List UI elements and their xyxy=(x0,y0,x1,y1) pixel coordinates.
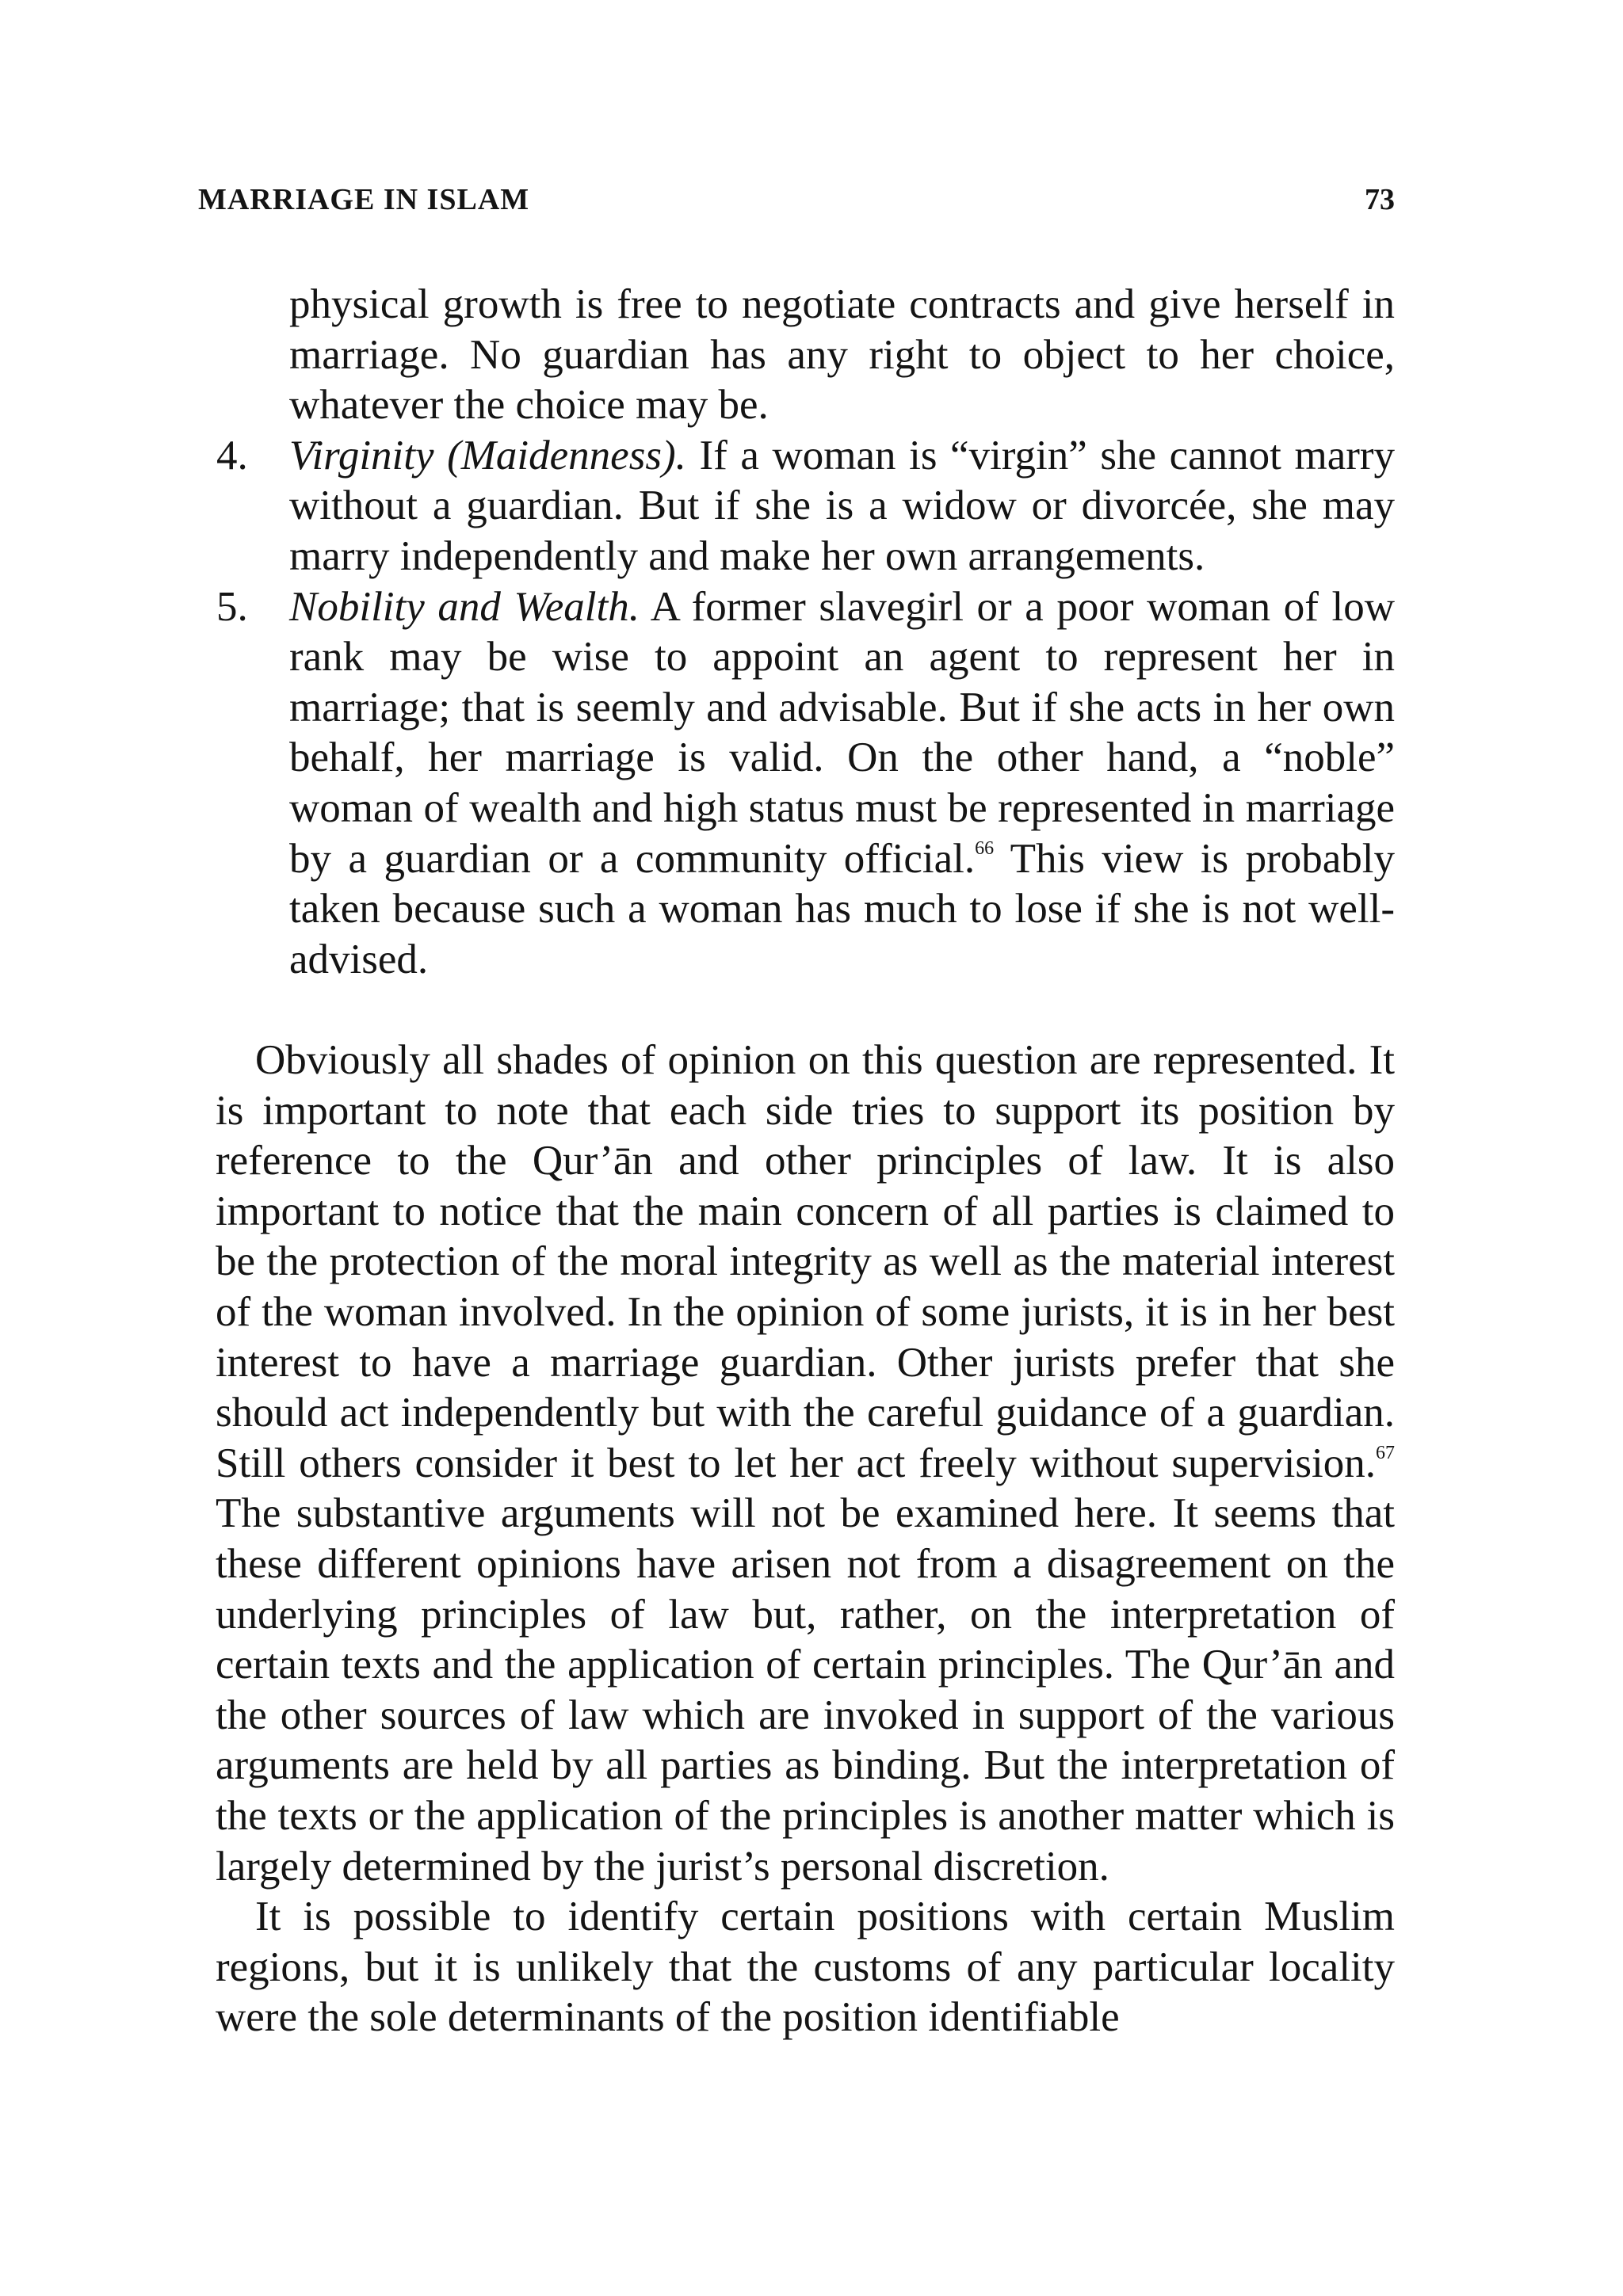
paragraph xyxy=(216,1035,1395,1892)
list-item-text: A former slavegirl or a poor woman of low rank may be wise to appoint an agent to represent her in marriage; that is seemly and advisable. But if she acts in her own behalf, her marriage is valid. On the other hand, a “noble” woman of wealth and high status must be represented in marriage by a guardian or a community official. xyxy=(289,583,1395,882)
list-item-title: Nobility and Wealth. xyxy=(289,583,640,630)
list-item-title: Virginity (Maidenness). xyxy=(289,432,686,479)
paragraph-text: The substantive arguments will not be examined here. It seems that these different opinions have arisen not from a disagreement on the underlying principles of law but, rather, on the interpretation of certain texts and the application of certain principles. The Qur’ān and the other sources of law which are invoked in support of the various arguments are held by all parties as binding. But the interpretation of the texts or the application of the principles is another matter which is largely determined by the jurist’s personal discretion. xyxy=(216,1490,1395,1890)
running-title: MARRIAGE IN ISLAM xyxy=(198,183,530,216)
running-header xyxy=(198,182,1395,230)
list-item-virginity xyxy=(216,431,1396,582)
paragraph xyxy=(216,1892,1395,2043)
page-number: 73 xyxy=(1365,183,1395,216)
list-item-text: If a woman is “virgin” she cannot marry without a guardian. But if she is a widow or divorcée, she may marry independently and make her own arrangements. xyxy=(289,432,1396,579)
numbered-list xyxy=(216,280,1396,985)
paragraph-text: Obviously all shades of opinion on this question are represented. It is important to note that each side tries to support its position by reference to the Qur’ān and other principles of law. It is also important to notice that the main concern of all parties is claimed to be the protection of the moral integrity as well as the material interest of the woman involved. In the opinion of some jurists, it is in her best interest to have a marriage guardian. Other jurists prefer that she should act independently but with the careful guidance of a guardian. Still others consider it best to let her act freely without supervision. xyxy=(216,1037,1395,1486)
list-number: 4. xyxy=(216,432,248,479)
list-item-text: This view is probably taken because such a woman has much to lose if she is not well-advised. xyxy=(289,835,1396,982)
list-item-nobility xyxy=(216,582,1396,986)
list-item-text: physical growth is free to negotiate contracts and give herself in marriage. No guardian has any right to object to her choice, whatever the choice may be. xyxy=(289,281,1395,429)
list-item-continued xyxy=(289,280,1395,431)
footnote-reference: 67 xyxy=(1376,1443,1395,1464)
body-text xyxy=(216,1035,1395,2043)
footnote-reference: 66 xyxy=(975,837,995,859)
paragraph-text: It is possible to identify certain positions with certain Muslim regions, but it is unlikely that the customs of any particular locality were the sole determinants of the position identifiable xyxy=(216,1894,1395,2041)
list-number: 5. xyxy=(216,583,248,630)
